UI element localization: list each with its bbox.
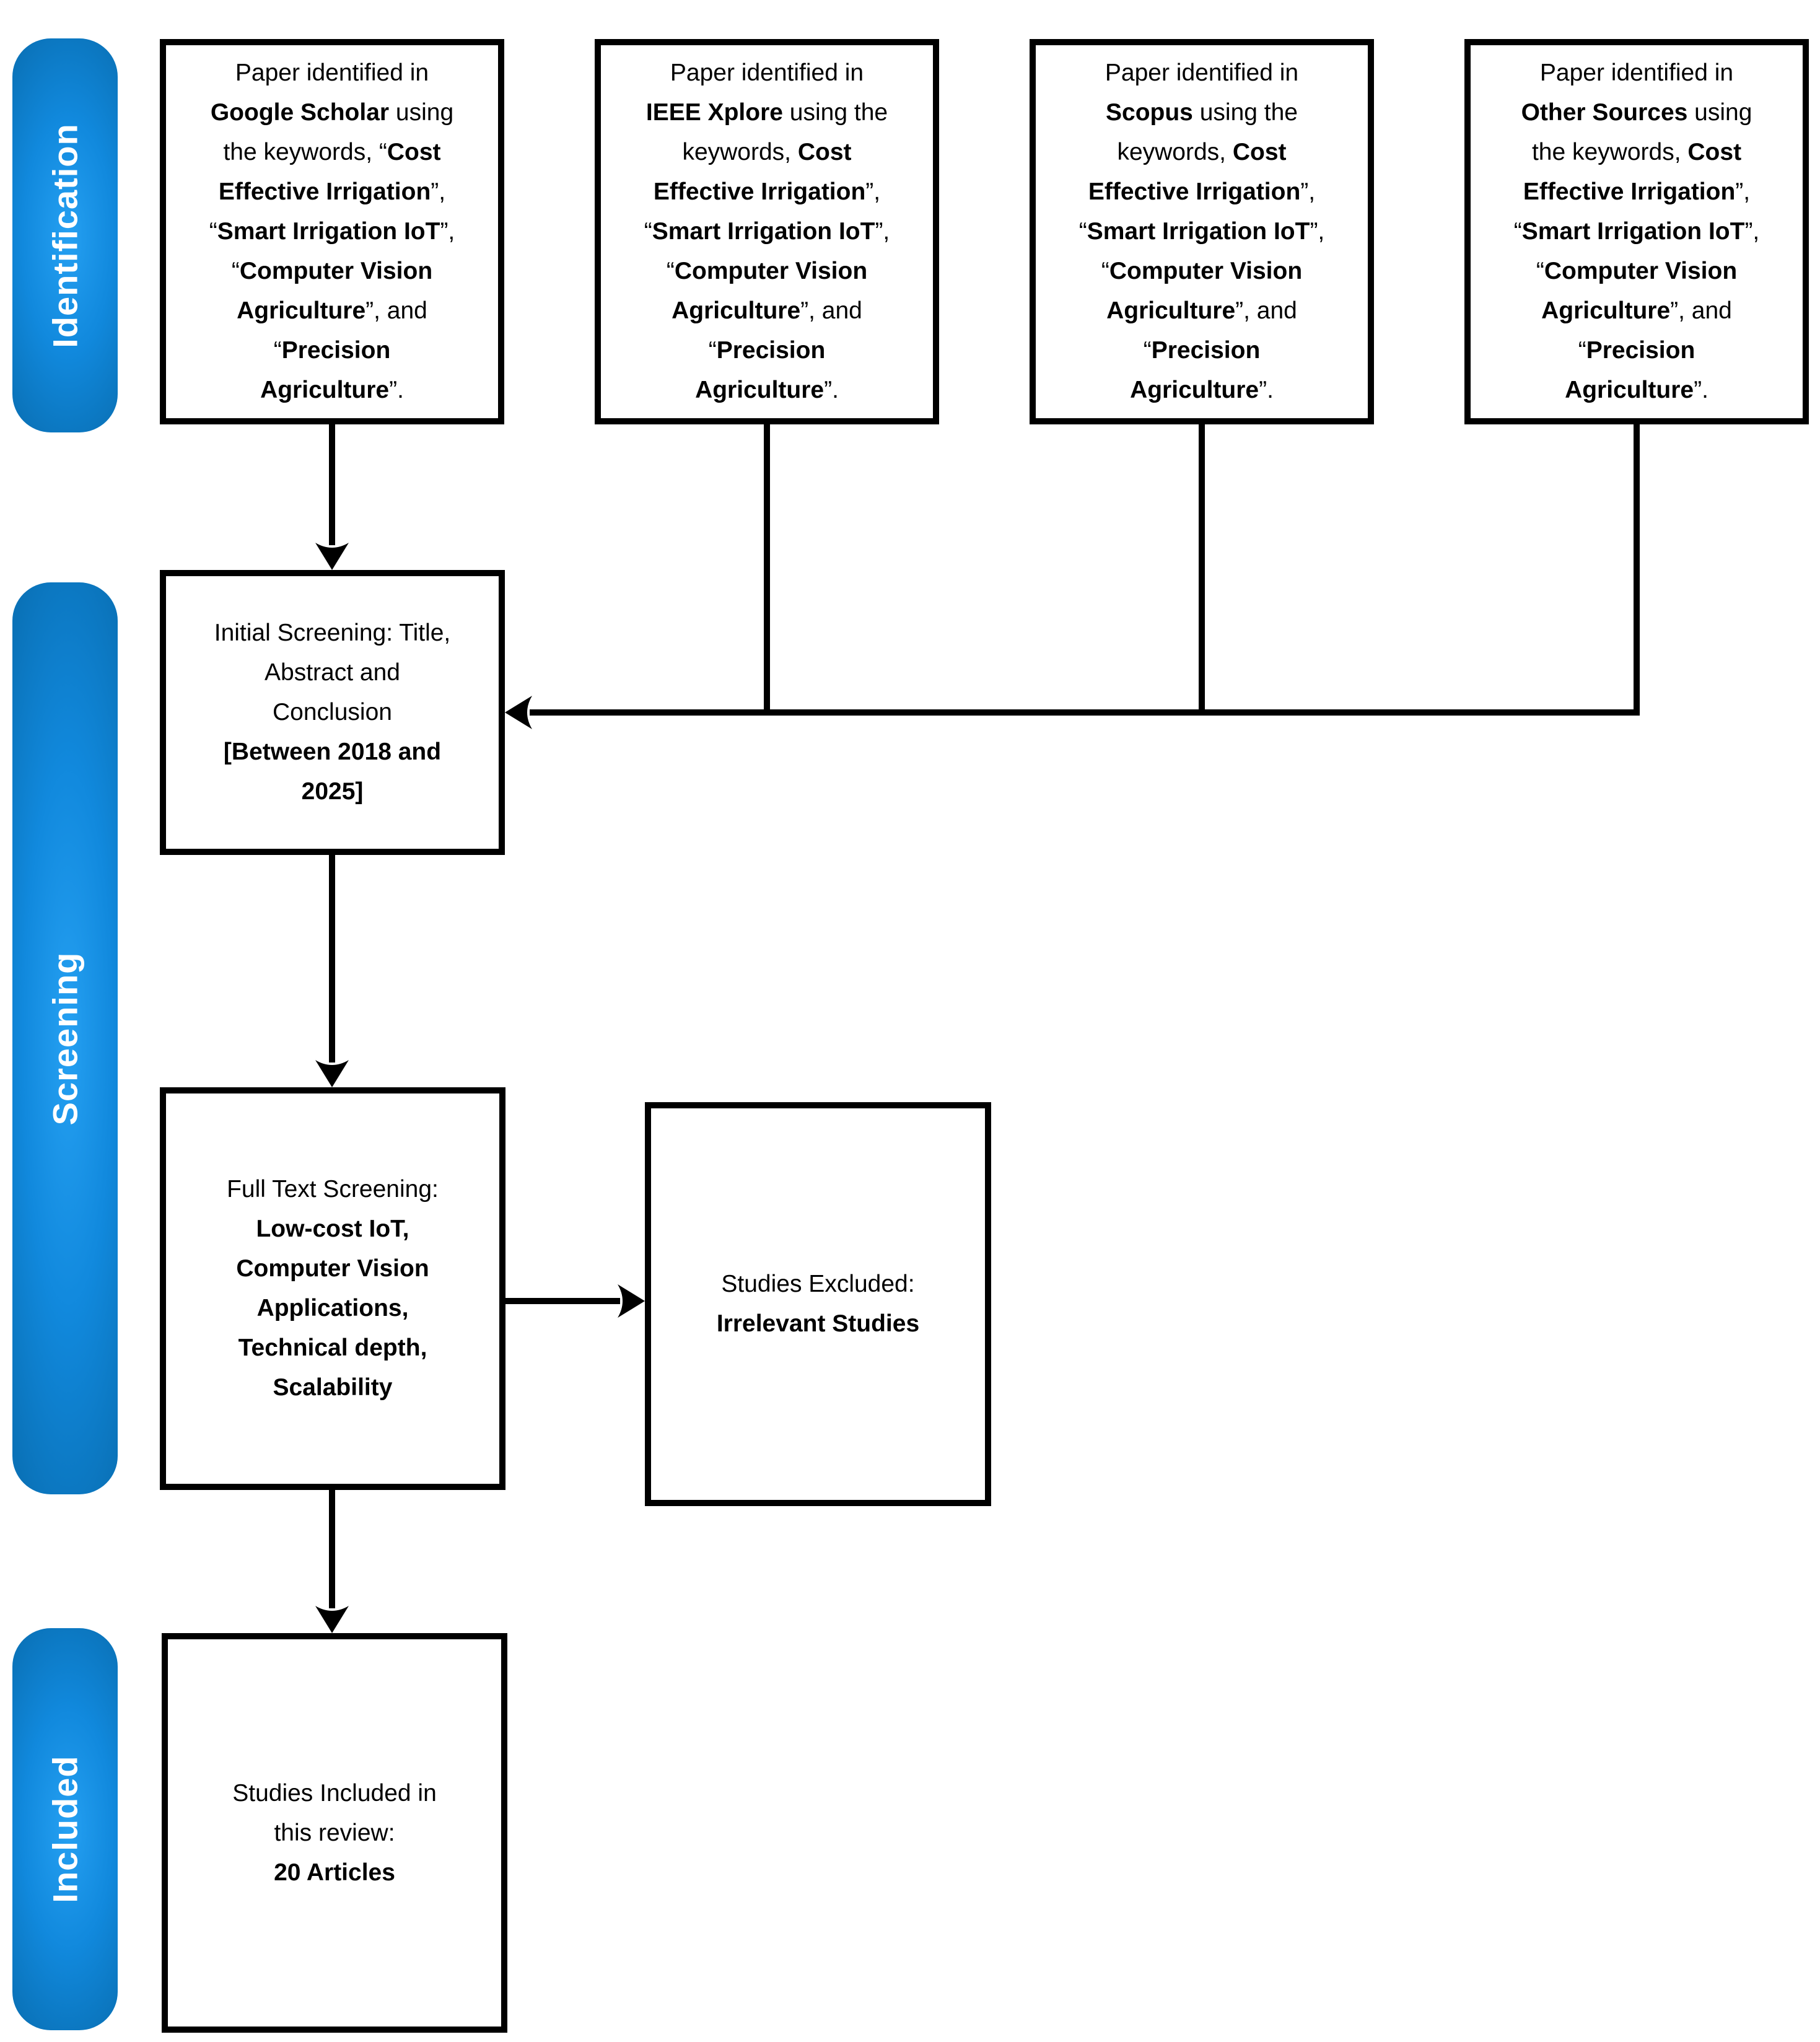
source-box-scopus [1030, 39, 1374, 424]
connector-initial-to-full-text [329, 855, 335, 1063]
arrow-down-icon [315, 543, 349, 570]
full-text-screening-text: Full Text Screening: Low-cost IoT, Computer Vision Applications, Technical depth, Scalability [227, 1176, 439, 1401]
stage-label-included: Included [45, 1755, 85, 1903]
full-text-screening-box [160, 1087, 505, 1490]
source-box-other-sources-text: Paper identified in Other Sources using the keywords, Cost Effective Irrigation”, “Smart Irrigation IoT”, “Computer Vision Agriculture”, and “Precision Agriculture”. [1513, 59, 1760, 403]
source-box-google-scholar-text: Paper identified in Google Scholar using the keywords, “Cost Effective Irrigation”, “Smart Irrigation IoT”, “Computer Vision Agriculture”, and “Precision Agriculture”. [209, 59, 455, 403]
studies-excluded-text: Studies Excluded: Irrelevant Studies [716, 1271, 920, 1337]
connector-google-scholar-down [329, 424, 335, 545]
connector-full-text-to-excluded [505, 1298, 620, 1304]
arrow-down-icon [315, 1606, 349, 1633]
stage-label-identification: Identification [45, 123, 85, 348]
connector-scopus-down [1199, 424, 1205, 716]
arrow-right-icon [618, 1284, 645, 1318]
source-box-scopus-text: Paper identified in Scopus using the keywords, Cost Effective Irrigation”, “Smart Irrigation IoT”, “Computer Vision Agriculture”, and “Precision Agriculture”. [1078, 59, 1325, 403]
source-box-ieee-xplore-text: Paper identified in IEEE Xplore using the keywords, Cost Effective Irrigation”, “Smart Irrigation IoT”, “Computer Vision Agriculture”, and “Precision Agriculture”. [644, 59, 890, 403]
arrow-left-icon [505, 696, 532, 729]
studies-included-box [162, 1633, 507, 2033]
connector-full-text-to-included [329, 1490, 335, 1608]
source-box-google-scholar [160, 39, 504, 424]
source-box-ieee-xplore [595, 39, 939, 424]
stage-pill-identification [12, 38, 118, 432]
studies-included-text: Studies Included in this review: 20 Articles [232, 1779, 437, 1886]
connector-other-sources-down [1634, 424, 1640, 716]
stage-label-screening: Screening [45, 952, 85, 1125]
initial-screening-box [160, 570, 505, 855]
connector-ieee-xplore-down [764, 424, 770, 716]
stage-pill-screening [12, 582, 118, 1494]
initial-screening-text: Initial Screening: Title, Abstract and Conclusion [Between 2018 and 2025] [214, 620, 451, 805]
stage-pill-included [12, 1628, 118, 2030]
source-box-other-sources [1464, 39, 1809, 424]
connector-merge-horizontal [530, 709, 1640, 716]
arrow-down-icon [315, 1060, 349, 1087]
studies-excluded-box [645, 1102, 991, 1506]
